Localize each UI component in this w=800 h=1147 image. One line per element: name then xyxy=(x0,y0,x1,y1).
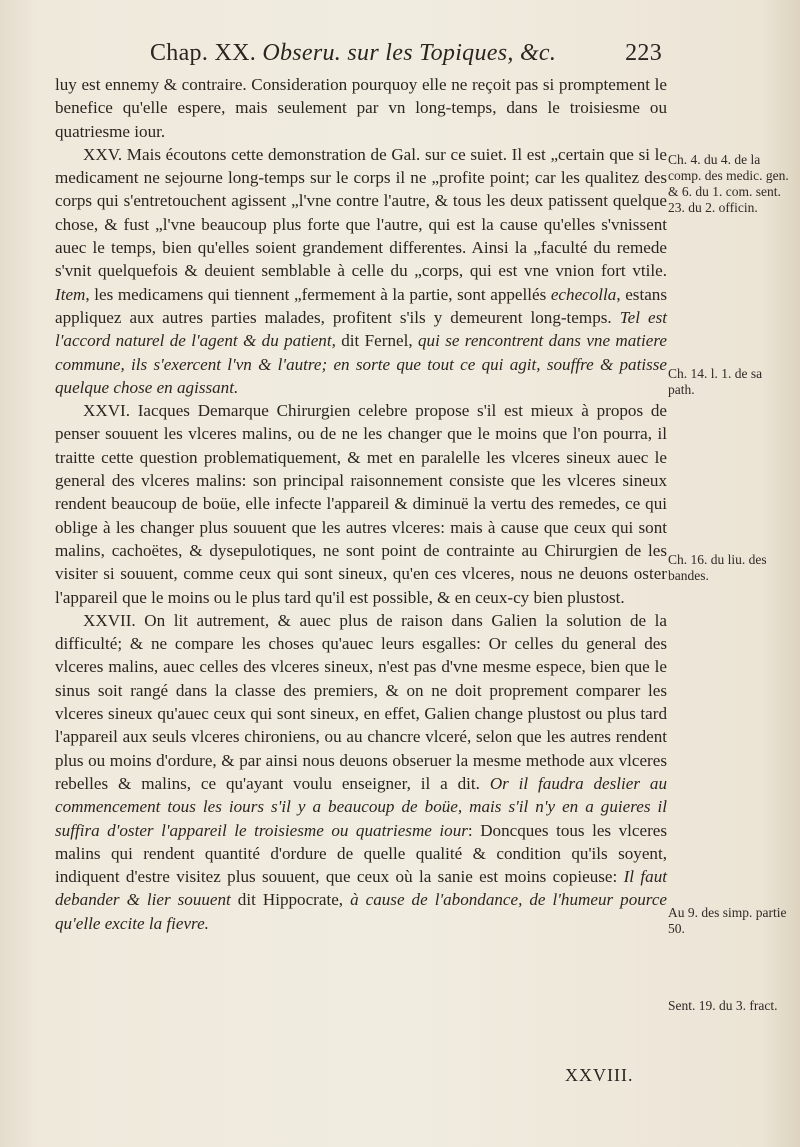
main-text xyxy=(55,73,667,935)
margin-note: Ch. 4. du 4. de la comp. des medic. gen. & 6. du 1. com. sent. 23. du 2. officin. xyxy=(668,152,789,215)
header-title-italic: Obseru. sur les Topiques, &c. xyxy=(262,40,557,66)
catchword: XXVIII. xyxy=(565,1065,634,1085)
margin-note: Ch. 16. du liu. des bandes. xyxy=(668,552,767,583)
italic-run: Tel est l'accord naturel de l'agent & du patient, xyxy=(55,307,667,351)
paragraph xyxy=(55,143,667,399)
running-header xyxy=(70,40,670,70)
italic-run: Il faut debander & lier souuent xyxy=(55,867,667,910)
text-run: : Doncques tous les vlceres malins qui rendent quantité d'ordure de quelle qualité & condition qu'ils soyent, indiquent d'estre visitez plus souuent, que ceux où la sanie est moins copieuse: xyxy=(55,820,668,887)
text-run: luy est ennemy & contraire. Consideration pourquoy elle ne reçoit pas si promptement le benefice qu'elle espere, mais seulement par vn long-temps, dans le troisiesme ou quatriesme iour. xyxy=(55,75,667,141)
italic-run: Item xyxy=(55,284,86,304)
margin-note: Ch. 14. l. 1. de sa path. xyxy=(668,366,763,397)
text-run: , les medicamens qui tiennent „fermement à la partie, sont appellés xyxy=(85,284,551,304)
text-run: , estans appliquez aux autres parties malades, profitent s'ils y demeurent long-temps. xyxy=(55,284,667,327)
italic-run: à cause de l'abondance, de l'humeur pource qu'elle excite la fievre. xyxy=(55,890,667,933)
text-run: XXVI. Iacques Demarque Chirurgien celebre propose s'il est mieux à propos de penser souuent les vlceres malins, ou de ne les changer que le moins que l'on pourra, il traitte cette question problematiquement, & met en paralelle les vlceres sineux auec le general des vlceres malins: son principal raisonnement consiste que les vlceres sineux rendent beaucoup de boüe, elle infecte l'appareil & diminuë la vertu des remedes, ce qui oblige à les changer plus souuent que les autres vlceres: mais à cause que ceux qui sont malins, cachoëtes, & dysepulotiques, ne sont point de contrainte au Chirurgien de les visiter si souuent, comme ceux qui sont sineux, qu'en ces vlceres, nous ne deuons oster l'appareil que le moins ou le plus tard qu'il est possible, & en ceux-cy bien plustost. xyxy=(55,401,667,607)
text-run: XXV. Mais écoutons cette demonstration de Gal. sur ce suiet. Il est „certain que si le medicament ne sejourne long-temps sur le corps il ne „profite point; car les qualitez des corps qui s'entretouchent agissent „l'vne contre l'autre, & tous les deux patissent quelque chose, & fust „l'vne beaucoup plus forte que l'autre, qui est la cause qu'elles s'vnissent auec le temps, bien qu'elles soient grandement differentes. Ainsi la „faculté du remede s'vnit quelquefois & deuient semblable à celle du „corps, qui est vne vnion fort vtile. xyxy=(55,144,667,281)
text-run: XXVII. On lit autrement, & auec plus de raison dans Galien la solution de la difficulté; & ne compare les choses qu'auec leurs esgalles: Or celles du general des vlceres malins, auec celles des vlceres sineux, n'est pas d'vne mesme espece, bien que le sinus soit rangé dans la classe des premiers, & on ne doit proprement comparer les vlceres sineux qu'auec ceux qui sont sineux, en effet, Galien change plustost ou plus tard l'appareil aux seuls vlceres chironiens, ou au chancre vlceré, selon que les autres rendent plus ou moins d'ordure, & par ainsi nous deuons obseruer la mesme methode aux vlceres rebelles & malins, ce qu'ayant voulu enseigner, il a dit. xyxy=(55,610,667,793)
paragraph xyxy=(55,609,667,935)
text-run: dit Fernel, xyxy=(335,331,418,351)
margin-note: Sent. 19. du 3. fract. xyxy=(668,998,778,1013)
page-number: 223 xyxy=(625,40,662,66)
paragraph xyxy=(55,73,667,143)
text-run: dit Hippocrate, xyxy=(230,890,351,910)
margin-note: Au 9. des simp. partie 50. xyxy=(668,905,787,936)
paragraph xyxy=(55,399,667,609)
italic-run: echecolla xyxy=(550,284,617,304)
italic-run: Or il faudra deslier au commencement tous les iours s'il y a beaucoup de boüe, mais s'il n'y en a guieres il suffira d'oster l'appareil le troisiesme ou quatriesme iour xyxy=(55,773,668,840)
header-title xyxy=(150,40,556,67)
italic-run: qui se rencontrent dans vne matiere commune, ils s'exercent l'vn & l'autre; en sorte que tout ce qui agit, souffre & patisse quelque chose en agissant. xyxy=(55,331,668,397)
header-chapter: Chap. XX. xyxy=(150,40,257,66)
